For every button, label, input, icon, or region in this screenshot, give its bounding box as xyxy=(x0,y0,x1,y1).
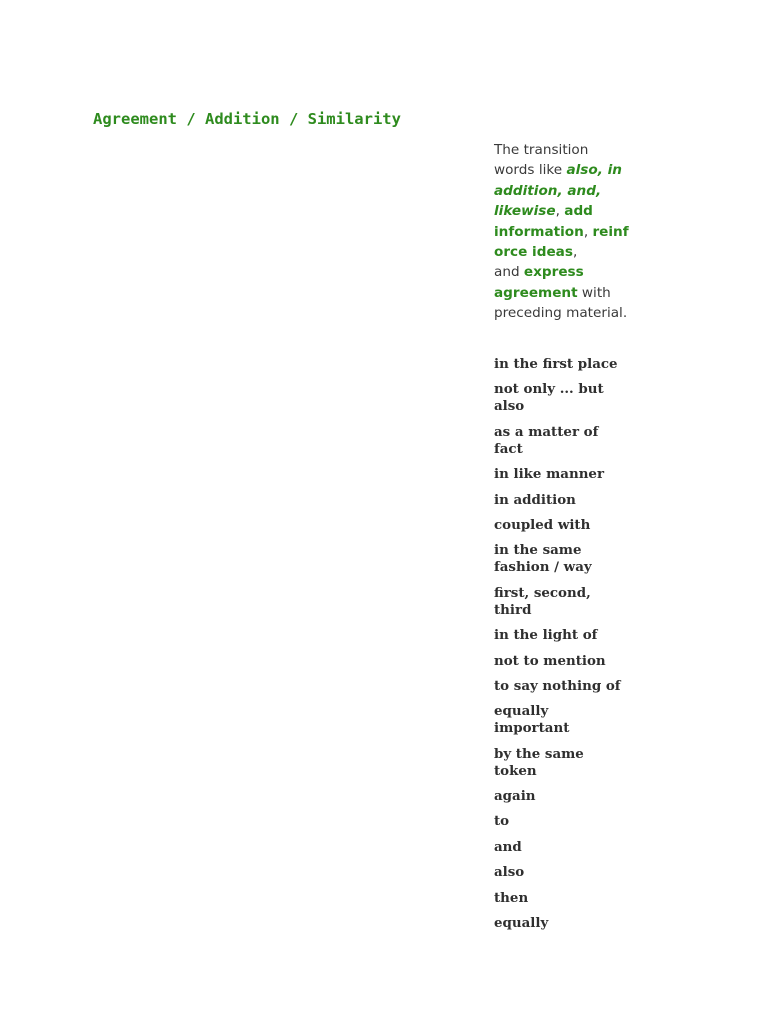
transition-item: to say nothing of xyxy=(494,677,621,694)
intro-text: The transition xyxy=(494,142,589,158)
transition-item: in like manner xyxy=(494,466,605,483)
intro-line xyxy=(494,201,639,221)
intro-text: preceding material. xyxy=(494,305,628,322)
intro-highlight: addition, and, xyxy=(494,182,602,199)
section-heading: Agreement / Addition / Similarity xyxy=(93,110,401,128)
intro-text: with xyxy=(577,284,611,301)
intro-highlight: add xyxy=(564,203,593,220)
intro-highlight: also, in xyxy=(566,162,622,179)
intro-line xyxy=(494,160,639,180)
transition-item: by the same token xyxy=(494,745,584,779)
intro-text: , xyxy=(572,244,578,261)
transition-item: also xyxy=(494,864,525,881)
transition-item: then xyxy=(494,889,529,906)
intro-highlight: express xyxy=(523,264,584,281)
intro-highlight: information xyxy=(494,223,584,240)
transition-item: to xyxy=(494,813,510,830)
transition-item: coupled with xyxy=(494,516,591,533)
intro-line xyxy=(494,181,639,201)
transition-item: as a matter of fact xyxy=(494,423,599,457)
intro-line xyxy=(494,303,639,323)
intro-line xyxy=(494,140,639,160)
transition-item: first, second, third xyxy=(494,584,591,618)
intro-text: words like xyxy=(494,162,567,179)
intro-text: , xyxy=(583,223,593,240)
intro-text: and xyxy=(494,264,524,281)
transition-item: equally xyxy=(494,915,549,932)
intro-line xyxy=(494,242,639,262)
intro-line xyxy=(494,262,639,282)
transition-item: in addition xyxy=(494,491,576,508)
transition-word-list xyxy=(494,356,634,940)
transition-item: and xyxy=(494,838,522,855)
transition-item: in the same fashion / way xyxy=(494,542,592,576)
intro-paragraph xyxy=(494,140,639,324)
transition-item: in the light of xyxy=(494,627,598,644)
transition-item: equally important xyxy=(494,703,570,737)
transition-item: not to mention xyxy=(494,652,606,669)
intro-line xyxy=(494,283,639,303)
transition-item: again xyxy=(494,788,536,805)
intro-highlight: likewise xyxy=(494,203,556,220)
intro-text: , xyxy=(555,203,565,220)
transition-item: not only ... but also xyxy=(494,381,604,415)
intro-highlight: orce ideas xyxy=(494,244,573,261)
transition-item: in the first place xyxy=(494,356,618,372)
intro-highlight: agreement xyxy=(494,284,578,301)
intro-line xyxy=(494,222,639,242)
intro-highlight: reinf xyxy=(592,223,629,240)
